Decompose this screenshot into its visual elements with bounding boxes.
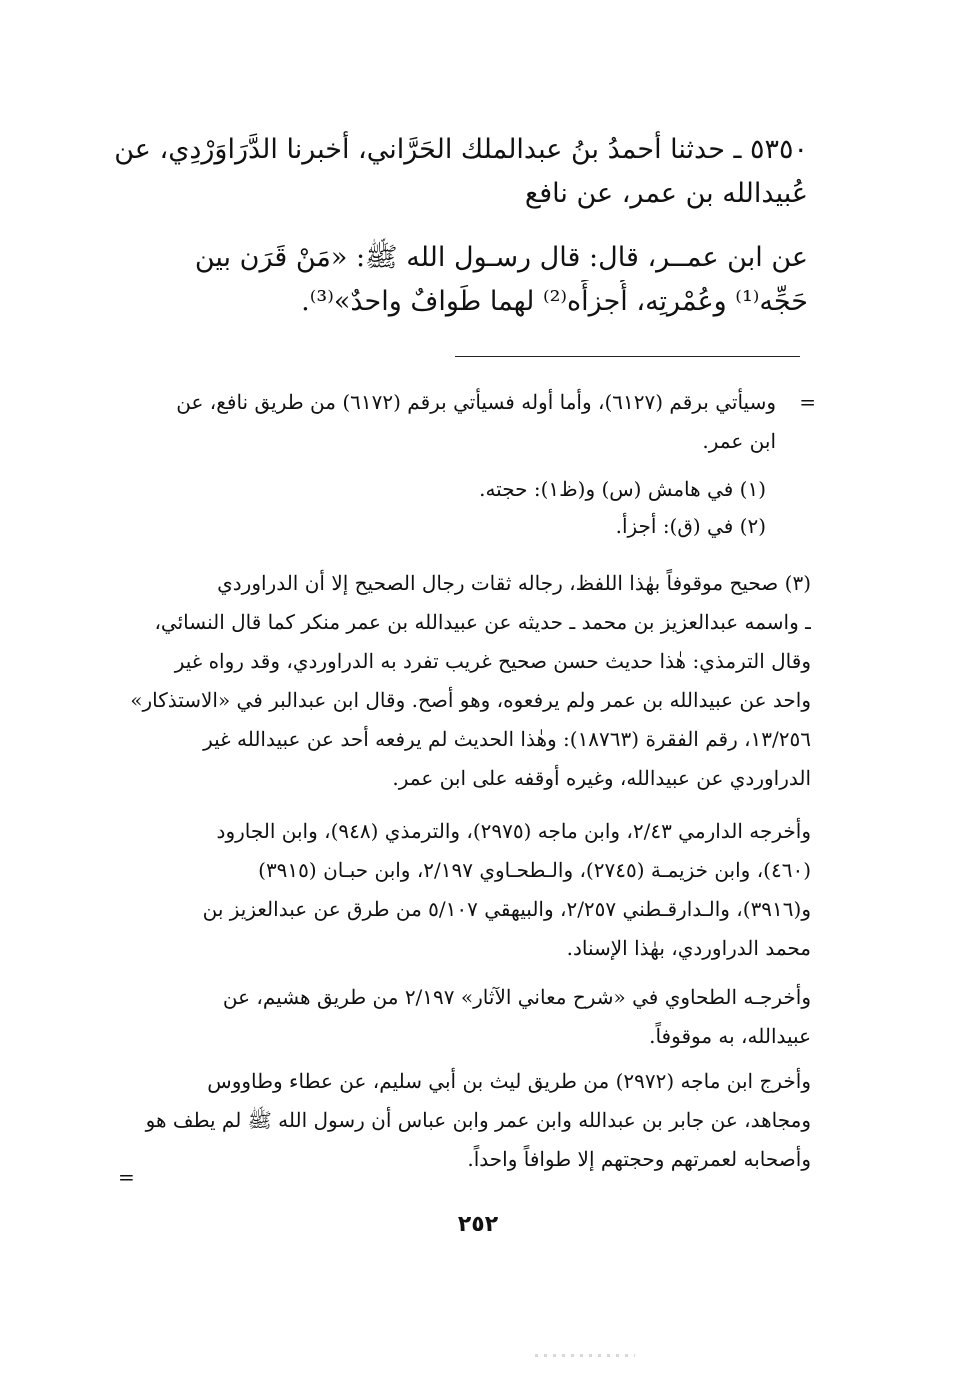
text-line: ٥٣٥٠ ـ حدثنا أحمدُ بنُ عبدالملك الحَرَّاني، أخبرنا الدَّرَاوَرْدِي، عن <box>114 134 808 165</box>
text-line: وأصحابه لعمرتهم وحجتهم إلا طوافاً واحداً. <box>467 1147 811 1171</box>
text-line: ١٣/٢٥٦، رقم الفقرة (١٨٧٦٣): وهٰذا الحديث لم يرفعه أحد عن عبيدالله غير <box>203 727 811 751</box>
scan-smudge <box>535 1354 635 1357</box>
text-line: ومجاهد، عن جابر بن عبدالله وابن عمر وابن عباس أن رسول الله ﷺ لم يطف هو <box>145 1108 811 1132</box>
text-line: وأخرجه الدارمي ٢/٤٣، وابن ماجه (٢٩٧٥)، والترمذي (٩٤٨)، وابن الجارود <box>216 819 811 843</box>
text-line: محمد الدراوردي، بهٰذا الإسناد. <box>566 936 811 960</box>
footnote-3-ibnmajah <box>110 1062 811 1179</box>
hadith-matn <box>100 236 808 324</box>
text-line: (١) في هامش (س) و(ظ١): حجته. <box>479 477 766 501</box>
hadith-isnad <box>100 128 808 216</box>
text-line: عبيدالله، به موقوفاً. <box>649 1024 811 1048</box>
text-line: ـ واسمه عبدالعزيز بن محمد ـ حديثه عن عبيدالله بن عمر منكر كما قال النسائي، <box>154 610 811 634</box>
text-line: الدراوردي عن عبيدالله، وغيره أوقفه على ابن عمر. <box>392 766 811 790</box>
text-line: (٤٦٠)، وابن خزيمـة (٢٧٤٥)، والـطحـاوي ٢/١٩٧، وابن حبـان (٣٩١٥) <box>258 858 811 882</box>
footnote-1 <box>110 470 766 509</box>
text-line: (٢) في (ق): أجزأ. <box>615 514 766 538</box>
text-line: و(٣٩١٦)، والـدارقـطني ٢/٢٥٧، والبيهقي ٥/١٠٧ من طرق عن عبدالعزيز بن <box>202 897 811 921</box>
footnote-continuation <box>110 383 776 461</box>
continuation-mark-start: = <box>799 390 816 414</box>
text-line: عُبيدالله بن عمر، عن نافع <box>524 178 808 209</box>
text-line: واحد عن عبيدالله بن عمر ولم يرفعوه، وهو أصح. وقال ابن عبدالبر في «الاستذكار» <box>130 688 811 712</box>
footnote-3-tahawi <box>110 978 811 1056</box>
text-line: عن ابن عمــر، قال: قال رسـول الله ﷺ: «مَنْ قَرَن بين <box>194 242 808 273</box>
text-line: حَجِّه⁽¹⁾ وعُمْرتِه، أُجزأَه⁽²⁾ لهما طَوافٌ واحدٌ»⁽³⁾. <box>301 286 808 317</box>
text-line: وسيأتي برقم (٦١٢٧)، وأما أوله فسيأتي برقم (٦١٧٢) من طريق نافع، عن <box>176 390 776 414</box>
text-line: ابن عمر. <box>702 429 776 453</box>
footnote-3 <box>110 564 811 798</box>
footnote-2 <box>110 507 766 546</box>
footnote-divider <box>455 356 800 357</box>
text-line: وقال الترمذي: هٰذا حديث حسن صحيح غريب تفرد به الدراوردي، وقد رواه غير <box>174 649 811 673</box>
text-line: وأخرج ابن ماجه (٢٩٧٢) من طريق ليث بن أبي سليم، عن عطاء وطاووس <box>207 1069 811 1093</box>
text-line: (٣) صحيح موقوفاً بهٰذا اللفظ، رجاله ثقات رجال الصحيح إلا أن الدراوردي <box>217 571 811 595</box>
footnote-3-takhrij <box>110 812 811 968</box>
page-number: ٢٥٢ <box>457 1212 499 1237</box>
text-line: وأخرجـه الطحاوي في «شرح معاني الآثار» ٢/١٩٧ من طريق هشيم، عن <box>222 985 811 1009</box>
continuation-mark-end: = <box>118 1165 135 1189</box>
